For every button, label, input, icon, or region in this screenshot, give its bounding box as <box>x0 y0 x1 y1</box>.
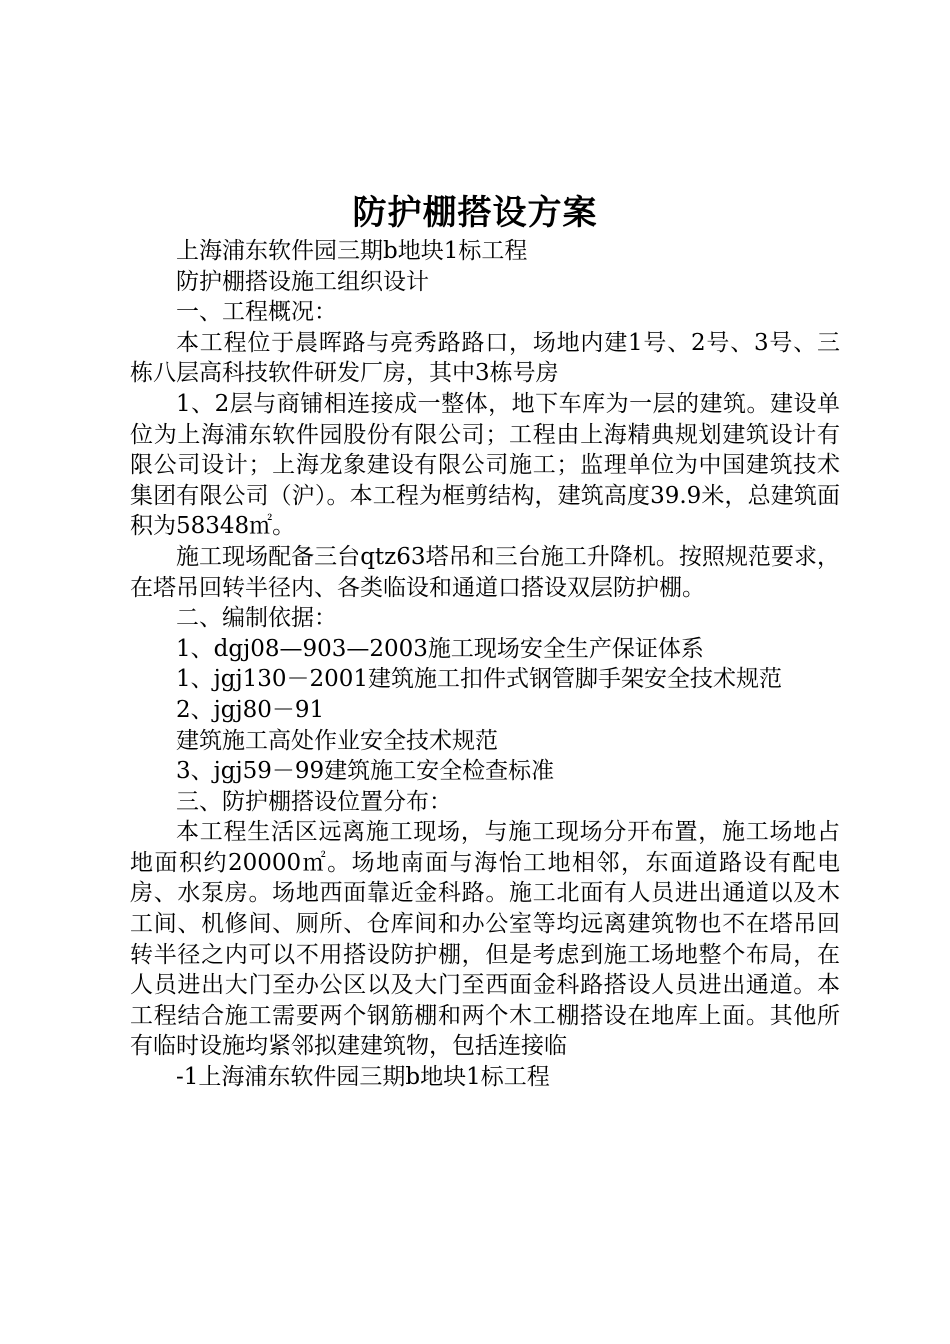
project-name-line: 上海浦东软件园三期b地块1标工程 <box>176 238 528 264</box>
design-title-line: 防护棚搭设施工组织设计 <box>176 268 429 295</box>
document-title: 防护棚搭设方案 <box>352 193 598 233</box>
basis-item-2: 1、jgj130－2001建筑施工扣件式钢管脚手架安全技术规范 <box>176 666 783 693</box>
overview-paragraph-3: 施工现场配备三台qtz63塔吊和三台施工升降机。按照规范要求，在塔吊回转半径内、各类临设和通道口搭设双层防护棚。 <box>130 543 840 601</box>
basis-item-3-title: 建筑施工高处作业安全技术规范 <box>176 727 498 754</box>
basis-item-4: 3、jgj59－99建筑施工安全检查标准 <box>176 758 555 785</box>
section-heading-location: 三、防护棚搭设位置分布： <box>176 788 452 815</box>
section-heading-overview: 一、工程概况： <box>176 299 337 326</box>
document-body <box>130 236 840 1093</box>
location-paragraph: 本工程生活区远离施工现场，与施工现场分开布置，施工场地占地面积约20000㎡。场地南面与海怡工地相邻，东面道路设有配电房、水泵房。场地西面靠近金科路。施工北面有人员进出通道以及木工间、机修间、厕所、仓库间和办公室等均远离建筑物也不在塔吊回转半径之内可以不用搭设防护棚，但是考虑到施工场地整个布局，在人员进出大门至办公区以及大门至西面金科路搭设人员进出通道。本工程结合施工需要两个钢筋棚和两个木工棚搭设在地库上面。其他所有临时设施均紧邻拟建建筑物，包括连接临 <box>130 819 840 1060</box>
basis-item-1: 1、dgj08—903—2003施工现场安全生产保证体系 <box>176 635 704 662</box>
page-footer-line: -1上海浦东软件园三期b地块1标工程 <box>176 1064 550 1091</box>
basis-item-3: 2、jgj80－91 <box>176 696 325 723</box>
section-heading-basis: 二、编制依据： <box>176 605 337 632</box>
overview-paragraph-1: 本工程位于晨晖路与亮秀路路口，场地内建1号、2号、3号、三栋八层高科技软件研发厂房，其中3栋号房 <box>130 329 840 387</box>
overview-paragraph-2: 1、2层与商铺相连接成一整体，地下车库为一层的建筑。建设单位为上海浦东软件园股份有限公司；工程由上海精典规划建筑设计有限公司设计；上海龙象建设有限公司施工；监理单位为中国建筑技术集团有限公司（沪）。本工程为框剪结构，建筑高度39.9米，总建筑面积为58348㎡。 <box>130 390 840 540</box>
